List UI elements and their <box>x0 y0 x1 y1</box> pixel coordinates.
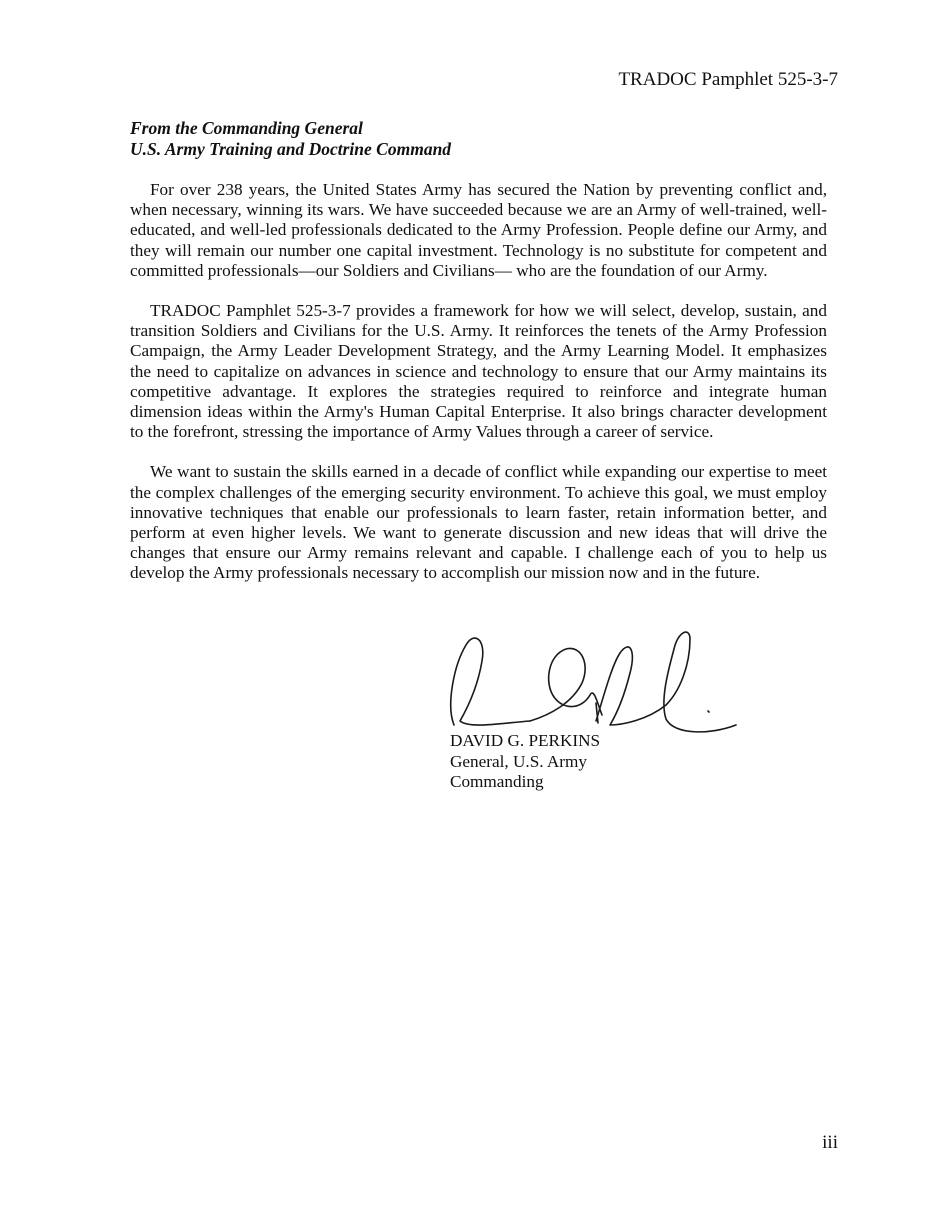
from-line-2: U.S. Army Training and Doctrine Command <box>130 139 452 159</box>
signer-name: DAVID G. PERKINS <box>450 731 601 750</box>
signature-block <box>450 731 600 793</box>
page-header: TRADOC Pamphlet 525-3-7 <box>618 69 838 90</box>
paragraph: We want to sustain the skills earned in a decade of conflict while expanding our expertise to meet the complex challenges of the emerging security environment. To achieve this goal, we must employ innovative techniques that enable our professionals to learn faster, retain information better, and perform at even higher levels. We want to generate discussion and new ideas that will drive the changes that ensure our Army remains relevant and capable. I challenge each of you to help us develop the Army professionals necessary to accomplish our mission now and in the future. <box>130 462 827 583</box>
page-number: iii <box>822 1132 838 1153</box>
signer-rank: General, U.S. Army <box>450 751 587 771</box>
handwritten-signature <box>440 625 750 743</box>
from-line-1: From the Commanding General <box>130 118 363 138</box>
from-heading <box>130 118 830 160</box>
signer-position: Commanding <box>450 772 544 791</box>
letter-body <box>130 180 827 604</box>
paragraph: For over 238 years, the United States Army has secured the Nation by preventing conflict and, when necessary, winning its wars. We have succeeded because we are an Army of well-trained, well-educated, and well-led professionals dedicated to the Army Profession. People define our Army, and they will remain our number one capital investment. Technology is no substitute for competent and committed professionals—our Soldiers and Civilians— who are the foundation of our Army. <box>130 180 827 280</box>
paragraph: TRADOC Pamphlet 525-3-7 provides a framework for how we will select, develop, sustain, and transition Soldiers and Civilians for the U.S. Army. It reinforces the tenets of the Army Profession Campaign, the Army Leader Development Strategy, and the Army Learning Model. It emphasizes the need to capitalize on advances in science and technology to ensure that our Army maintains its competitive advantage. It explores the strategies required to reinforce and integrate human dimension ideas within the Army's Human Capital Enterprise. It also brings character development to the forefront, stressing the importance of Army Values through a career of service. <box>130 301 827 442</box>
